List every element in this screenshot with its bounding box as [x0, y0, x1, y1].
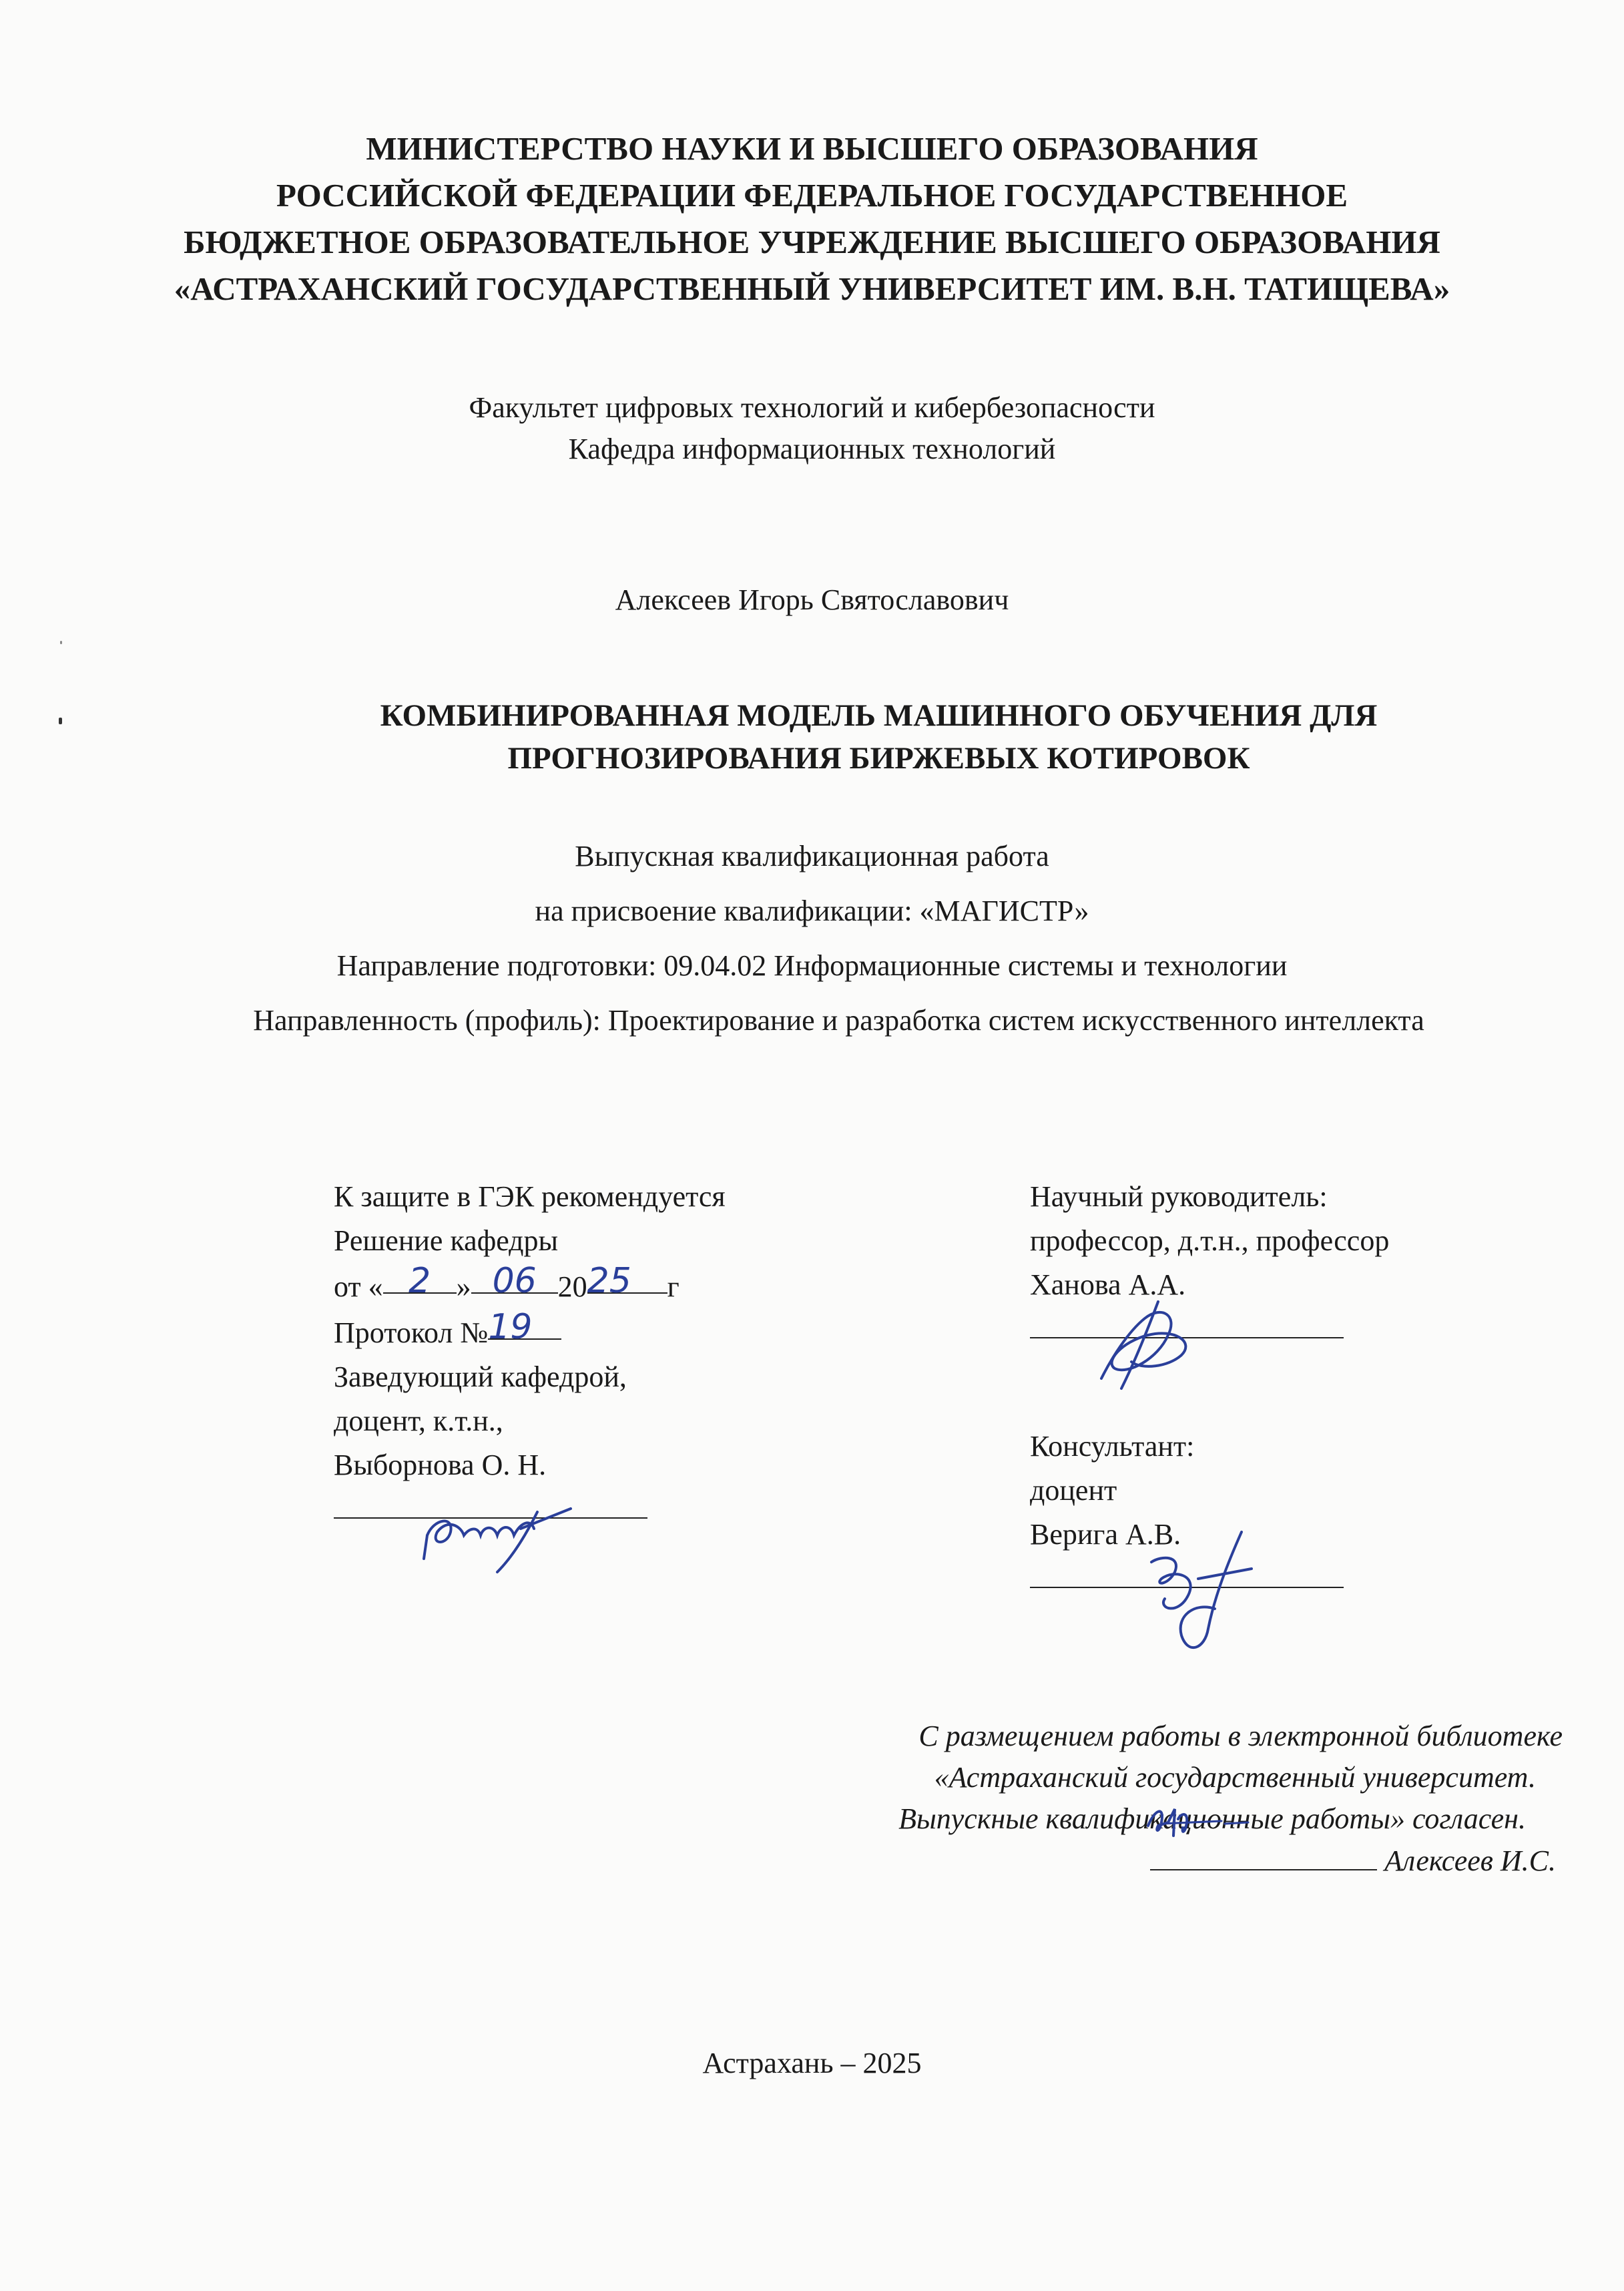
ministry-line: БЮДЖЕТНОЕ ОБРАЗОВАТЕЛЬНОЕ УЧРЕЖДЕНИЕ ВЫСШЕГО ОБРАЗОВАНИЯ: [184, 224, 1440, 260]
head-name: Выборнова О. Н.: [334, 1449, 547, 1481]
ministry-line: «АСТРАХАНСКИЙ ГОСУДАРСТВЕННЫЙ УНИВЕРСИТЕТ ИМ. В.Н. ТАТИЩЕВА»: [174, 270, 1450, 307]
department-name: Кафедра информационных технологий: [568, 433, 1056, 465]
consent-line: Выпускные квалификационные работы» согласен.: [898, 1802, 1526, 1835]
consent-signer-row: [695, 1840, 1563, 1882]
faculty-block: [0, 387, 1624, 470]
supervisor-name: Ханова А.А.: [1030, 1268, 1186, 1301]
ministry-line: РОССИЙСКОЙ ФЕДЕРАЦИИ ФЕДЕРАЛЬНОЕ ГОСУДАРСТВЕННОЕ: [276, 177, 1348, 214]
date-prefix: от «: [334, 1270, 383, 1303]
protocol-field: [488, 1307, 561, 1347]
ministry-line: МИНИСТЕРСТВО НАУКИ И ВЫСШЕГО ОБРАЗОВАНИЯ: [366, 130, 1258, 167]
title-line: КОМБИНИРОВАННАЯ МОДЕЛЬ МАШИННОГО ОБУЧЕНИЯ ДЛЯ: [380, 698, 1378, 733]
date-mid: »: [456, 1270, 471, 1303]
date-suffix: г: [667, 1270, 680, 1303]
consent-signer: Алексеев И.С.: [1384, 1844, 1556, 1877]
city-year: Астрахань – 2025: [702, 2047, 922, 2079]
date-year-prefix: 20: [557, 1270, 587, 1303]
supervisor-signature: [1081, 1295, 1228, 1395]
consent-line: «Астраханский государственный университет.: [934, 1761, 1536, 1794]
protocol-prefix: Протокол №: [334, 1316, 489, 1349]
scan-speck: [59, 718, 62, 724]
date-day-field: [383, 1261, 457, 1301]
scan-speck: [60, 641, 62, 644]
consent-block: [695, 1716, 1563, 1882]
consultant-signature: [1135, 1522, 1268, 1662]
defense-decision: Решение кафедры: [334, 1224, 559, 1257]
title-line: ПРОГНОЗИРОВАНИЯ БИРЖЕВЫХ КОТИРОВОК: [507, 741, 1250, 776]
head-degree: доцент, к.т.н.,: [334, 1405, 503, 1437]
date-month-field: [471, 1261, 558, 1301]
author-signature: [1141, 1796, 1255, 1849]
faculty-name: Факультет цифровых технологий и кибербезопасности: [469, 391, 1155, 424]
mark-icon: [1171, 2270, 1178, 2276]
consultant-label: Консультант:: [1030, 1430, 1195, 1463]
date-year-field: [587, 1261, 667, 1301]
defense-block: [334, 1175, 726, 1531]
date-year: 25: [587, 1261, 631, 1301]
consultant-name: Верига А.В.: [1030, 1518, 1181, 1551]
date-month: 06: [492, 1261, 537, 1301]
consultant-degree: доцент: [1030, 1474, 1117, 1507]
defense-date: [334, 1263, 726, 1309]
date-day: 2: [409, 1261, 431, 1301]
protocol: [334, 1309, 726, 1355]
ministry-header: [0, 125, 1624, 312]
consent-line: С размещением работы в электронной библиотеке: [918, 1720, 1563, 1752]
supervisor-degree: профессор, д.т.н., профессор: [1030, 1224, 1390, 1257]
head-role: Заведующий кафедрой,: [334, 1360, 627, 1393]
defense-recommend: К защите в ГЭК рекомендуется: [334, 1180, 726, 1213]
profile: Направленность (профиль): Проектирование и разработка систем искусственного интеллекта: [253, 1004, 1424, 1037]
head-signature: [414, 1499, 574, 1579]
direction: Направление подготовки: 09.04.02 Информационные системы и технологии: [336, 949, 1288, 982]
thesis-title: [67, 694, 1624, 780]
work-type: Выпускная квалификационная работа: [575, 840, 1049, 872]
qualification: на присвоение квалификации: «МАГИСТР»: [535, 895, 1089, 927]
work-info: [0, 829, 1624, 1048]
protocol-number: 19: [488, 1307, 533, 1347]
author-name: Алексеев Игорь Святославович: [615, 583, 1009, 616]
supervisor-label: Научный руководитель:: [1030, 1180, 1328, 1213]
